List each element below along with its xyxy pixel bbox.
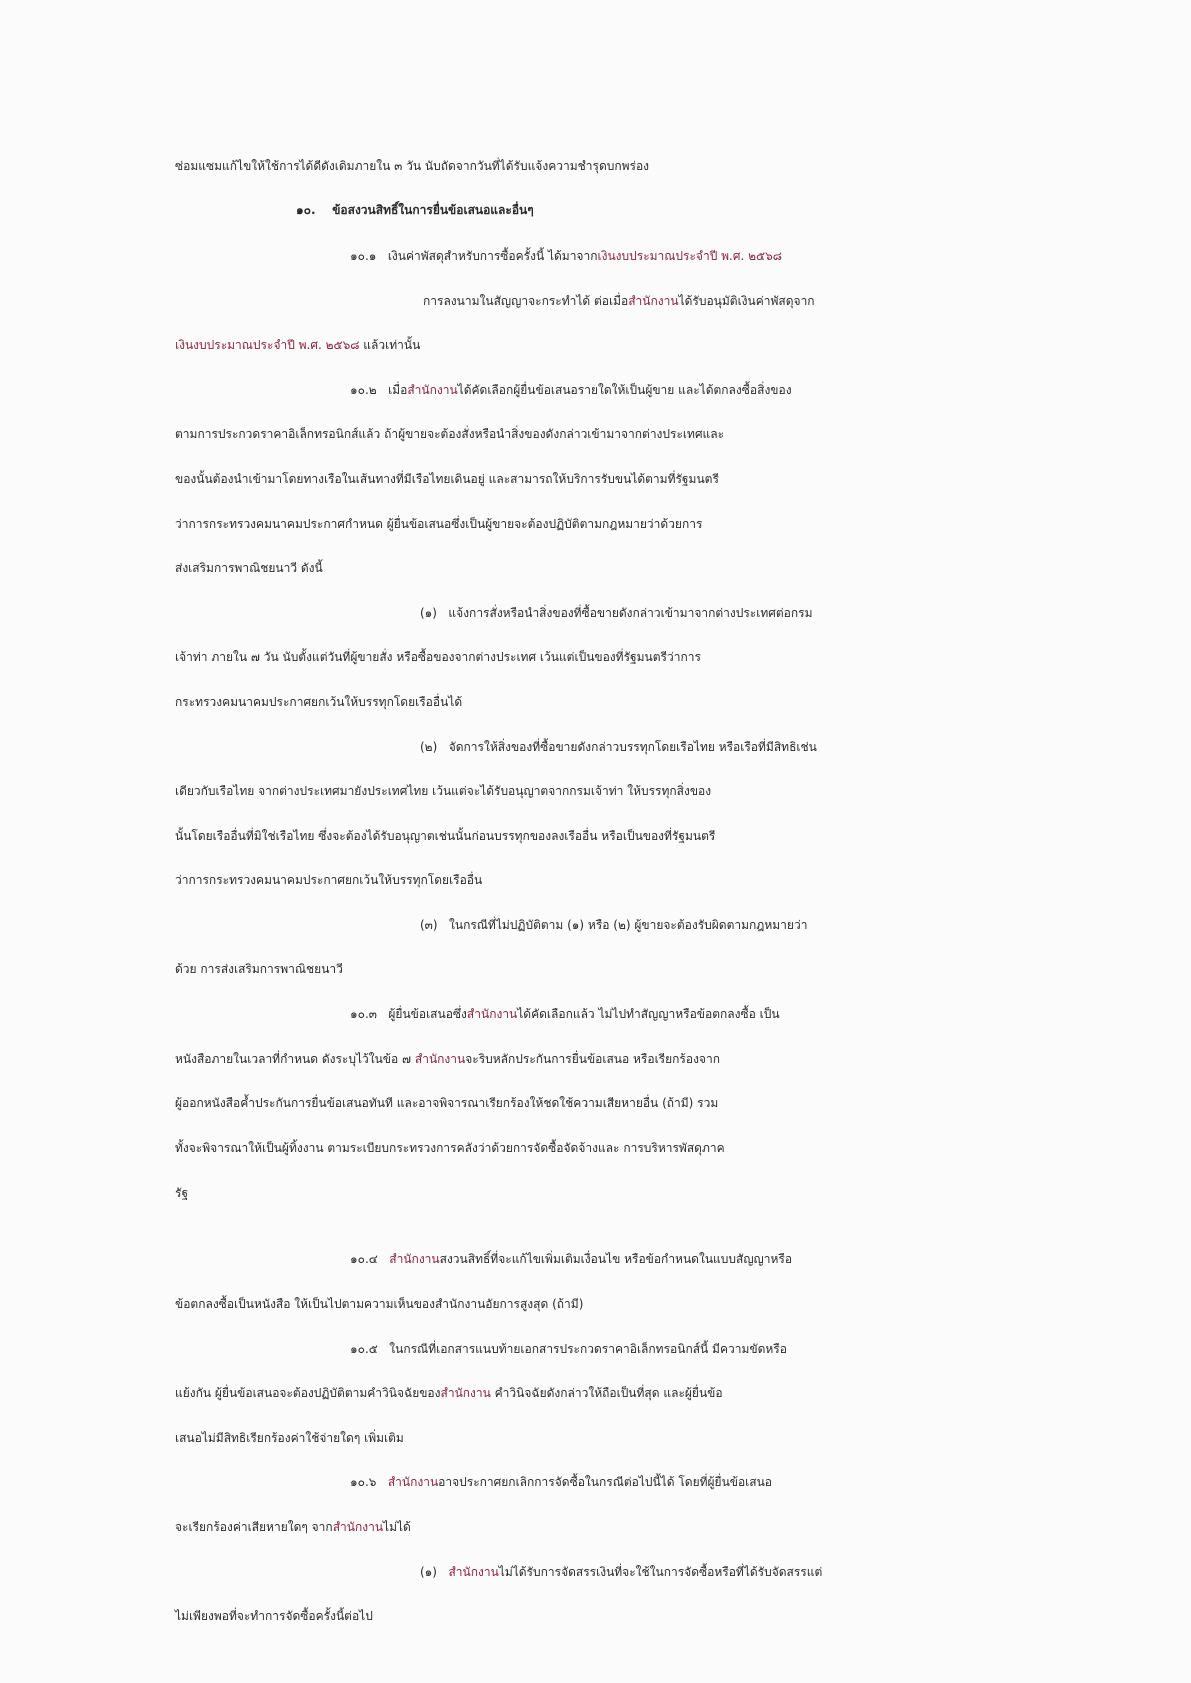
office-highlight: สำนักงาน (628, 294, 679, 308)
office-highlight: สำนักงาน (440, 1386, 491, 1400)
text-line: ผู้ออกหนังสือค้ำประกันการยื่นข้อเสนอทันที และอาจพิจารณาเรียกร้องให้ชดใช้ความเสียหายอื่น (ถ้ามี) รวม (175, 1096, 719, 1110)
text-line: (๒) จัดการให้สิ่งของที่ซื้อขายดังกล่าวบรรทุกโดยเรือไทย หรือเรือที่มีสิทธิเช่น (420, 740, 817, 754)
office-highlight: สำนักงาน (332, 1520, 384, 1534)
text-line: ตามการประกวดราคาอิเล็กทรอนิกส์แล้ว ถ้าผู้ขายจะต้องสั่งหรือนำสิ่งของดังกล่าวเข้ามาจากต่างประเทศและ (175, 427, 725, 441)
budget-highlight: เงินงบประมาณประจำปี พ.ศ. ๒๕๖๘ (597, 249, 782, 263)
text-line: ไม่เพียงพอที่จะทำการจัดซื้อครั้งนี้ต่อไป (175, 1609, 373, 1623)
text-line: เงินงบประมาณประจำปี พ.ศ. ๒๕๖๘ แล้วเท่านั้น (175, 338, 421, 352)
text-line: จะเรียกร้องค่าเสียหายใดๆ จากสำนักงานไม่ได้ (175, 1520, 411, 1534)
text-line: (๓) ในกรณีที่ไม่ปฏิบัติตาม (๑) หรือ (๒) ผู้ขายจะต้องรับผิดตามกฎหมายว่า (420, 918, 808, 932)
office-highlight: สำนักงาน (387, 1475, 439, 1489)
text-line: ด้วย การส่งเสริมการพาณิชยนาวี (175, 962, 343, 976)
text-line: (๑) แจ้งการสั่งหรือนำสิ่งของที่ซื้อขายดังกล่าวเข้ามาจากต่างประเทศต่อกรม (420, 606, 813, 620)
text-line: (๑) สำนักงานไม่ได้รับการจัดสรรเงินที่จะใช้ในการจัดซื้อหรือที่ได้รับจัดสรรแต่ (420, 1565, 823, 1579)
text-line: ว่าการกระทรวงคมนาคมประกาศกำหนด ผู้ยื่นข้อเสนอซึ่งเป็นผู้ขายจะต้องปฏิบัติตามกฎหมายว่าด้วยการ (175, 517, 703, 531)
text-line: ๑๐.๕ ในกรณีที่เอกสารแนบท้ายเอกสารประกวดราคาอิเล็กทรอนิกส์นี้ มีความขัดหรือ (350, 1342, 787, 1356)
text-line: ๑๐.๖ สำนักงานอาจประกาศยกเลิกการจัดซื้อในกรณีต่อไปนี้ได้ โดยที่ผู้ยื่นข้อเสนอ (350, 1475, 773, 1489)
budget-highlight: เงินงบประมาณประจำปี พ.ศ. ๒๕๖๘ (175, 338, 360, 352)
office-highlight: สำนักงาน (389, 1252, 440, 1266)
office-highlight: สำนักงาน (414, 1052, 466, 1066)
text-line: ส่งเสริมการพาณิชยนาวี ดังนี้ (175, 561, 323, 575)
text-line: ๑๐.๒ เมื่อสำนักงานได้คัดเลือกผู้ยื่นข้อเสนอรายใดให้เป็นผู้ขาย และได้ตกลงซื้อสิ่งของ (350, 383, 792, 397)
text-line: แย้งกัน ผู้ยื่นข้อเสนอจะต้องปฏิบัติตามคำวินิจฉัยของสำนักงาน คำวินิจฉัยดังกล่าวให้ถือเป็นที่สุด และผู้ยื่นข้อ (175, 1386, 723, 1400)
text-line: ว่าการกระทรวงคมนาคมประกาศยกเว้นให้บรรทุกโดยเรืออื่น (175, 873, 483, 887)
office-highlight: สำนักงาน (466, 1007, 518, 1021)
text-line: ๑๐.๓ ผู้ยื่นข้อเสนอซึ่งสำนักงานได้คัดเลือกแล้ว ไม่ไปทำสัญญาหรือข้อตกลงซื้อ เป็น (350, 1007, 780, 1021)
text-line: ทั้งจะพิจารณาให้เป็นผู้ทิ้งงาน ตามระเบียบกระทรวงการคลังว่าด้วยการจัดซื้อจัดจ้างและ การบริหารพัสดุภาค (175, 1141, 725, 1155)
text-line: ๑๐.๑ เงินค่าพัสดุสำหรับการซื้อครั้งนี้ ได้มาจากเงินงบประมาณประจำปี พ.ศ. ๒๕๖๘ (350, 249, 782, 263)
text-line: การลงนามในสัญญาจะกระทำได้ ต่อเมื่อสำนักงานได้รับอนุมัติเงินค่าพัสดุจาก (423, 294, 815, 308)
text-line: เดียวกับเรือไทย จากต่างประเทศมายังประเทศไทย เว้นแต่จะได้รับอนุญาตจากกรมเจ้าท่า ให้บรรทุกสิ่งของ (175, 784, 712, 798)
office-highlight: สำนักงาน (407, 383, 458, 397)
text-line: ข้อตกลงซื้อเป็นหนังสือ ให้เป็นไปตามความเห็นของสำนักงานอัยการสูงสุด (ถ้ามี) (175, 1297, 584, 1311)
text-line: ๑๐.๔ สำนักงานสงวนสิทธิ์ที่จะแก้ไขเพิ่มเติมเงื่อนไข หรือข้อกำหนดในแบบสัญญาหรือ (350, 1252, 793, 1266)
text-line: เจ้าท่า ภายใน ๗ วัน นับตั้งแต่วันที่ผู้ขายสั่ง หรือซื้อของจากต่างประเทศ เว้นแต่เป็นของที่รัฐมนตรีว่าการ (175, 650, 701, 664)
text-line: ซ่อมแซมแก้ไขให้ใช้การได้ดีดังเดิมภายใน ๓ วัน นับถัดจากวันที่ได้รับแจ้งความชำรุดบกพร่อง (175, 159, 650, 173)
text-line: เสนอไม่มีสิทธิเรียกร้องค่าใช้จ่ายใดๆ เพิ่มเติม (175, 1431, 404, 1445)
text-line: กระทรวงคมนาคมประกาศยกเว้นให้บรรทุกโดยเรืออื่นได้ (175, 695, 463, 709)
text-line: หนังสือภายในเวลาที่กำหนด ดังระบุไว้ในข้อ ๗ สำนักงานจะริบหลักประกันการยื่นข้อเสนอ หรือเรียกร้องจาก (175, 1052, 720, 1066)
text-line: รัฐ (175, 1186, 189, 1200)
text-line: ของนั้นต้องนำเข้ามาโดยทางเรือในเส้นทางที่มีเรือไทยเดินอยู่ และสามารถให้บริการรับขนได้ตามที่รัฐมนตรี (175, 472, 719, 486)
text-line: นั้นโดยเรืออื่นที่มิใช่เรือไทย ซึ่งจะต้องได้รับอนุญาตเช่นนั้นก่อนบรรทุกของลงเรืออื่น หรือเป็นของที่รัฐมนตรี (175, 829, 716, 843)
section-heading: ๑๐. ข้อสงวนสิทธิ์ในการยื่นข้อเสนอและอื่นๆ (296, 203, 534, 217)
office-highlight: สำนักงาน (448, 1565, 499, 1579)
